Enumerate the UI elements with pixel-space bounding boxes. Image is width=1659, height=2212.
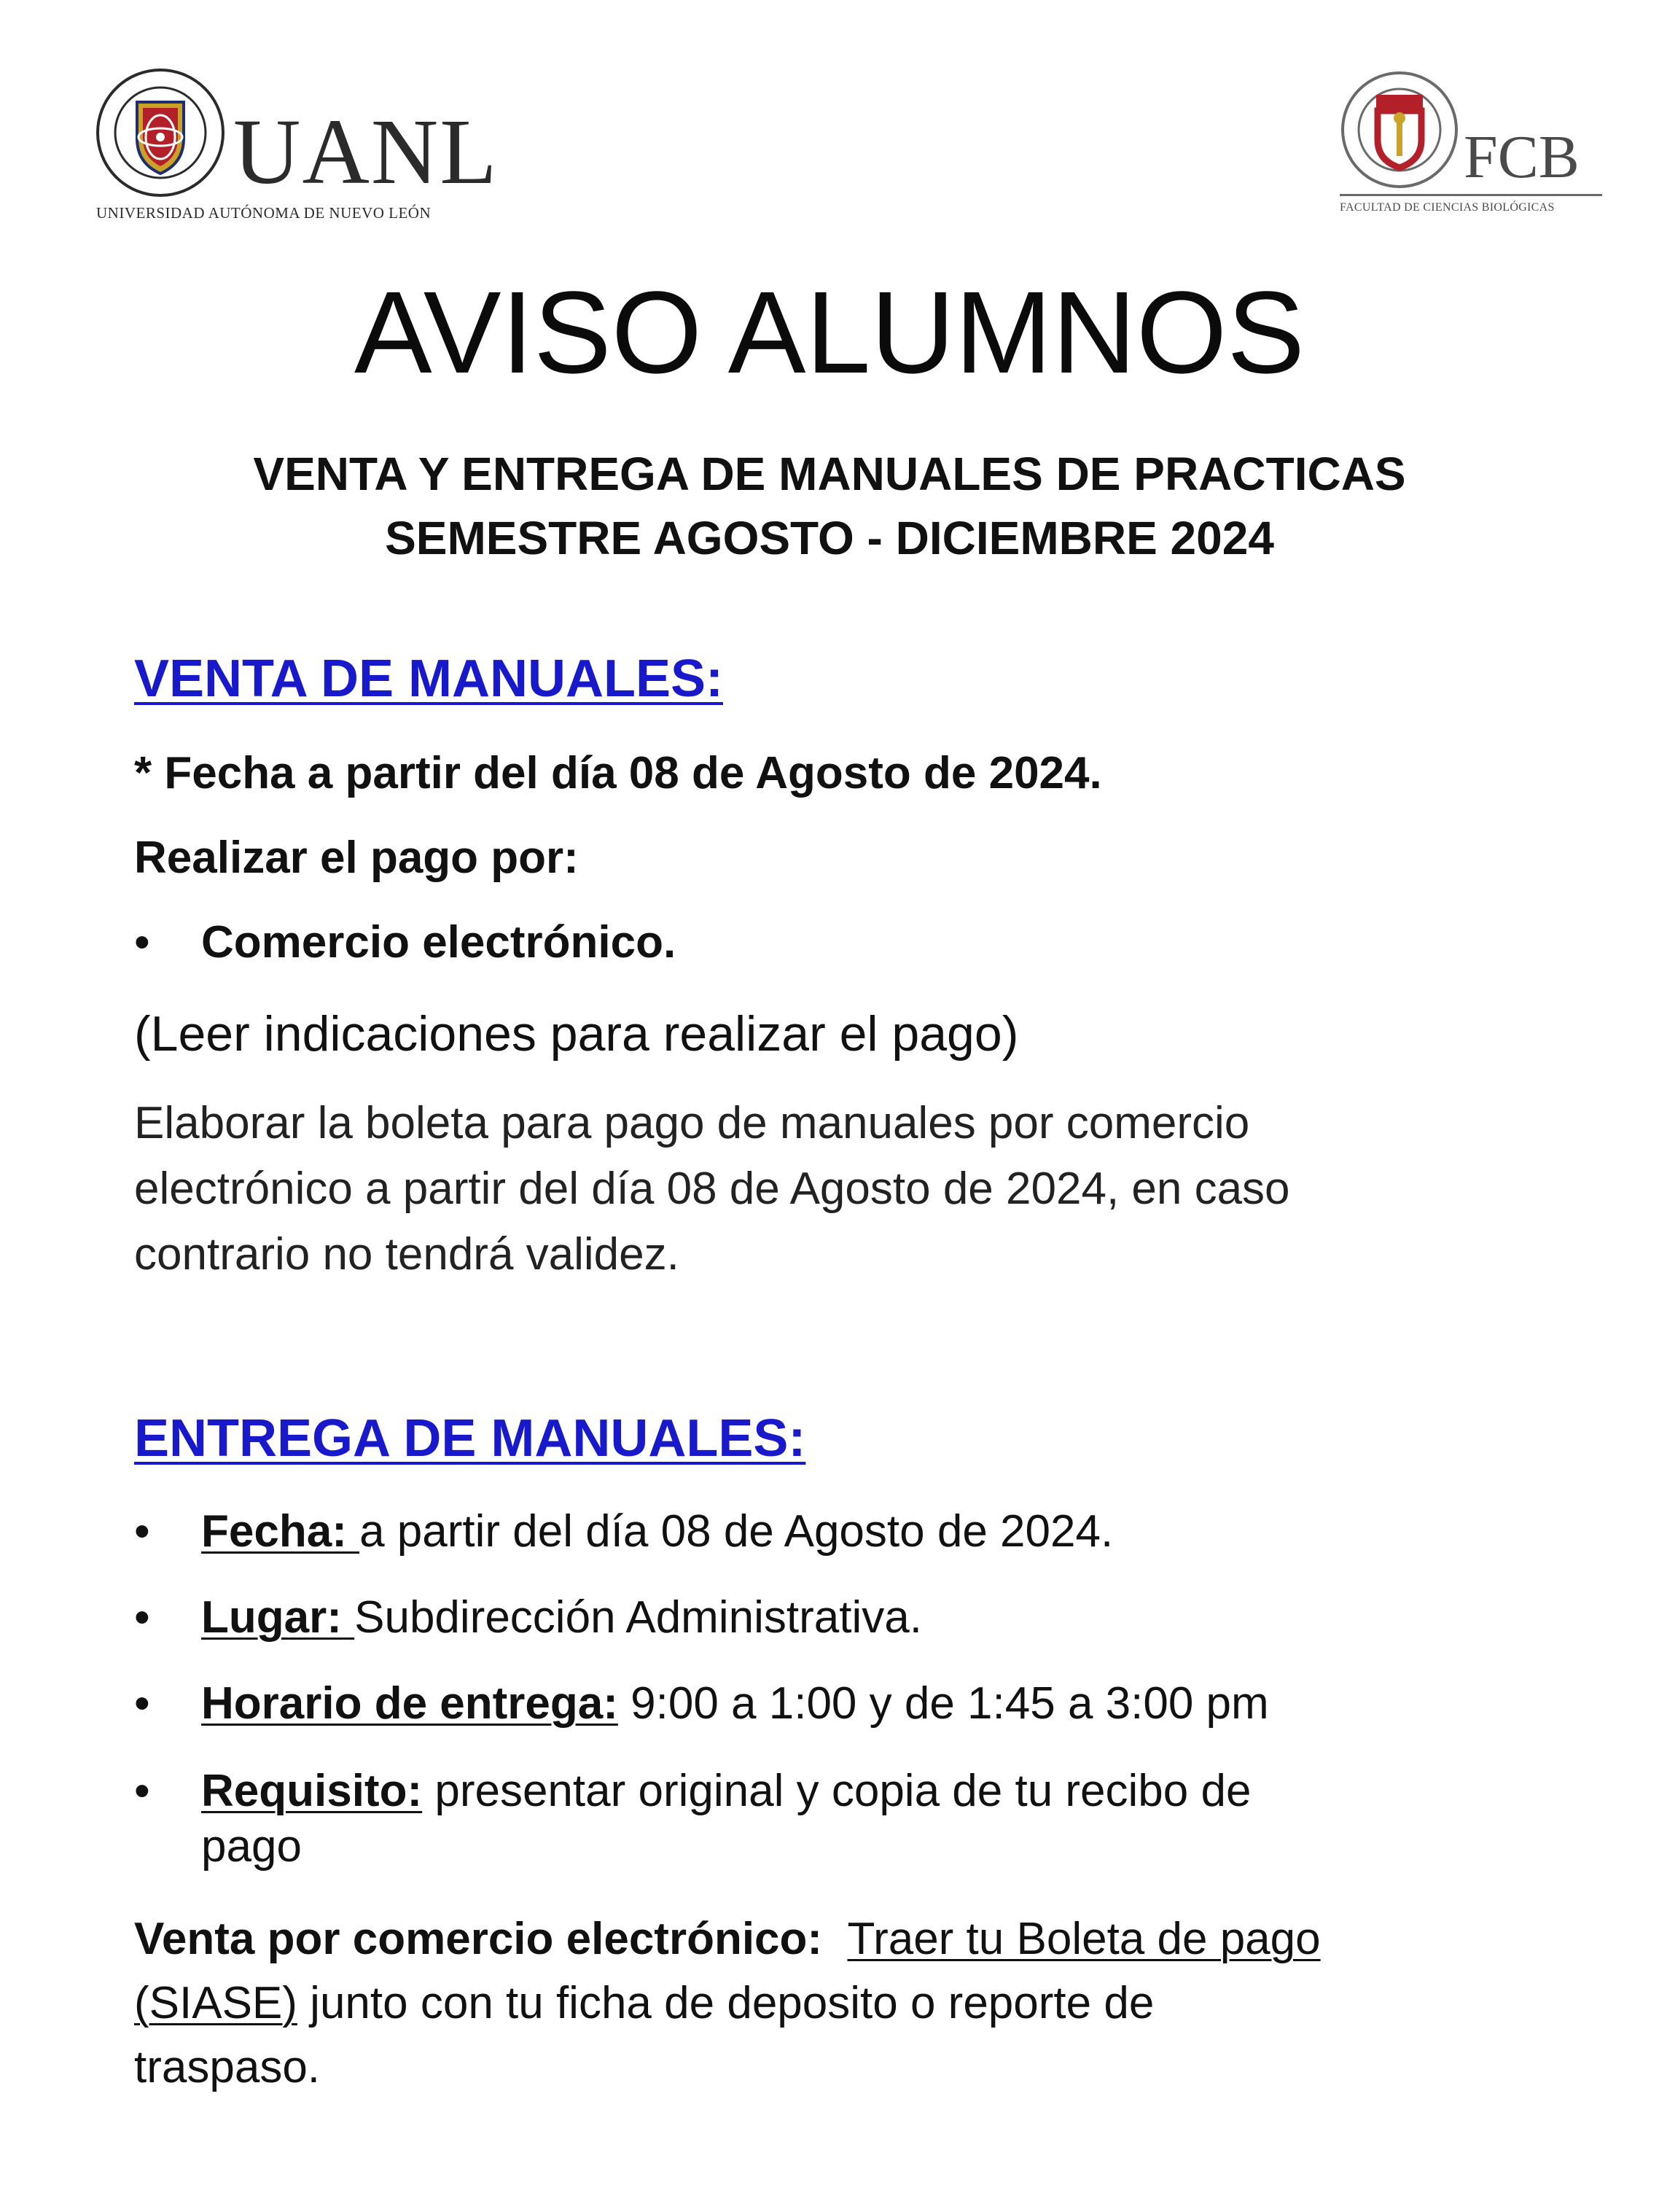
fcb-subtitle: FACULTAD DE CIENCIAS BIOLÓGICAS (1340, 201, 1555, 214)
entrega-item-fecha (134, 1505, 1563, 1563)
pago-label: Realizar el pago por: (134, 833, 579, 883)
fcb-logo (1340, 70, 1602, 223)
paragraph-line: contrario no tendrá validez. (134, 1228, 679, 1280)
venta-paragraph (134, 1091, 1563, 1288)
fcb-divider (1340, 194, 1602, 196)
bullet-icon: • (134, 1766, 150, 1816)
subtitle-line-2: SEMESTRE AGOSTO - DICIEMBRE 2024 (385, 512, 1274, 564)
comercio-label: Venta por comercio electrónico: (134, 1914, 823, 1964)
entrega-item-horario (134, 1677, 1563, 1735)
venta-fecha: * Fecha a partir del día 08 de Agosto de 2024. (134, 748, 1102, 798)
page-title: AVISO ALUMNOS (354, 267, 1305, 397)
entrega-item-requisito (134, 1764, 1563, 1888)
uanl-seal-icon (95, 67, 226, 198)
comercio-underlined-2: (SIASE) (134, 1978, 297, 2029)
fcb-seal-icon (1340, 70, 1460, 190)
uanl-wordmark: UANL (233, 100, 499, 203)
comercio-rest: junto con tu ficha de deposito o reporte de (297, 1978, 1155, 2029)
venta-heading: VENTA DE MANUALES: (134, 650, 723, 708)
horario-label: Horario de entrega: (201, 1678, 618, 1729)
payment-method: Comercio electrónico. (201, 917, 676, 967)
entrega-item-lugar (134, 1591, 1563, 1649)
uanl-logo (95, 67, 499, 227)
horario-value: 9:00 a 1:00 y de 1:45 a 3:00 pm (617, 1678, 1269, 1729)
requisito-label: Requisito: (201, 1766, 423, 1816)
fecha-label: Fecha: (201, 1506, 360, 1557)
requisito-value-line2: pago (201, 1821, 302, 1872)
bullet-icon: • (134, 1592, 150, 1643)
entrega-heading: ENTREGA DE MANUALES: (134, 1409, 806, 1468)
bullet-icon: • (134, 1506, 150, 1557)
payment-method-item (134, 916, 1519, 974)
requisito-value: presentar original y copia de tu recibo de (422, 1766, 1252, 1816)
fcb-wordmark: FCB (1464, 123, 1580, 191)
subtitle-line-1: VENTA Y ENTREGA DE MANUALES DE PRACTICAS (253, 448, 1406, 500)
indicaciones-note: (Leer indicaciones para realizar el pago) (134, 1006, 1019, 1062)
paragraph-line: electrónico a partir del día 08 de Agosto de 2024, en caso (134, 1163, 1290, 1214)
uanl-subtitle: UNIVERSIDAD AUTÓNOMA DE NUEVO LEÓN (96, 204, 432, 222)
fecha-value: a partir del día 08 de Agosto de 2024. (359, 1506, 1114, 1557)
comercio-line3: traspaso. (134, 2042, 321, 2093)
paragraph-line: Elaborar la boleta para pago de manuales por comercio (134, 1098, 1250, 1148)
bullet-icon: • (134, 917, 150, 967)
lugar-label: Lugar: (201, 1592, 355, 1643)
lugar-value: Subdirección Administrativa. (354, 1592, 922, 1643)
bullet-icon: • (134, 1678, 150, 1729)
comercio-underlined-1: Traer tu Boleta de pago (847, 1914, 1321, 1964)
comercio-paragraph (134, 1907, 1563, 2100)
